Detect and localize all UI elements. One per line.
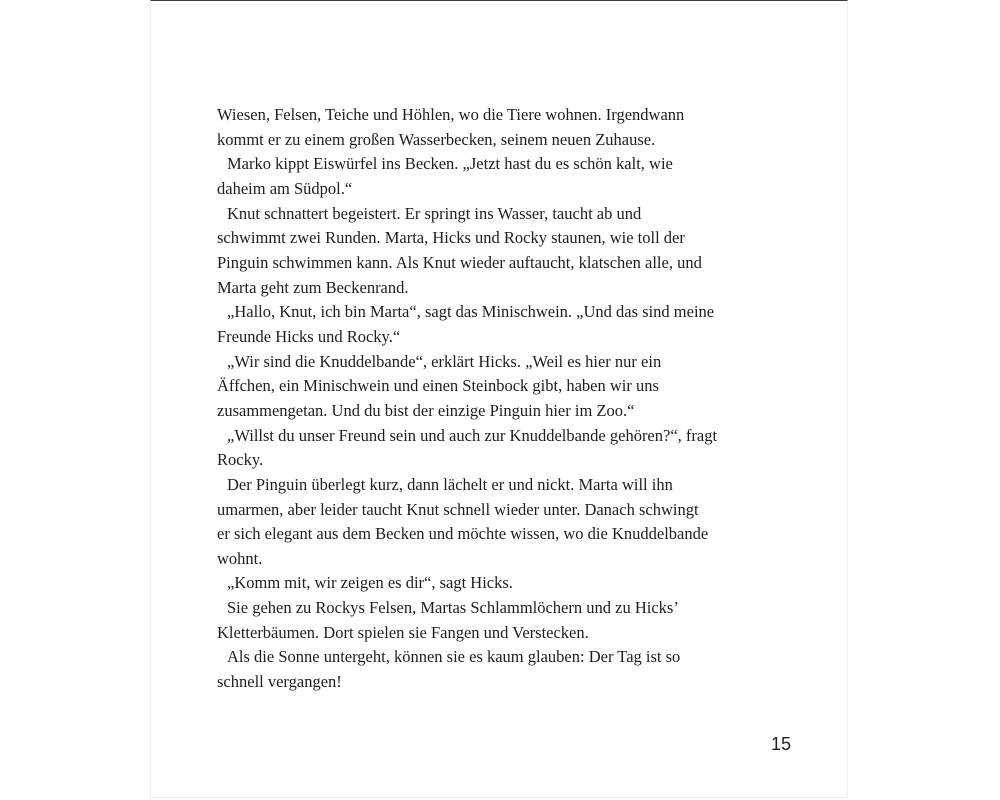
paragraph <box>217 350 757 424</box>
paragraph <box>217 202 757 301</box>
text-line: umarmen, aber leider taucht Knut schnell wieder unter. Danach schwingt <box>217 499 699 519</box>
text-line: Marko kippt Eiswürfel ins Becken. „Jetzt hast du es schön kalt, wie <box>227 154 673 174</box>
page-number: 15 <box>771 734 792 754</box>
paragraph <box>217 473 757 572</box>
text-line: Rocky. <box>217 450 264 470</box>
text-line: Äffchen, ein Minischwein und einen Steinbock gibt, haben wir uns <box>217 376 659 396</box>
text-line: er sich elegant aus dem Becken und möchte wissen, wo die Knuddelbande <box>217 524 709 544</box>
text-line: „Hallo, Knut, ich bin Marta“, sagt das Minischwein. „Und das sind meine <box>227 302 715 322</box>
text-line: wohnt. <box>217 548 263 568</box>
text-line: schwimmt zwei Runden. Marta, Hicks und Rocky staunen, wie toll der <box>217 228 685 248</box>
text-line: Wiesen, Felsen, Teiche und Höhlen, wo die Tiere wohnen. Irgendwann <box>217 105 685 124</box>
text-line: „Willst du unser Freund sein und auch zur Knuddelbande gehören?“, fragt <box>227 425 718 445</box>
text-line: zusammengetan. Und du bist der einzige Pinguin hier im Zoo.“ <box>217 400 635 420</box>
text-line: Freunde Hicks und Rocky.“ <box>217 326 401 346</box>
paragraph <box>217 596 757 645</box>
paragraph <box>217 152 757 201</box>
text-line: Sie gehen zu Rockys Felsen, Martas Schlammlöchern und zu Hicks’ <box>227 598 679 618</box>
book-page <box>150 0 848 798</box>
paragraph <box>217 571 757 596</box>
text-line: Als die Sonne untergeht, können sie es kaum glauben: Der Tag ist so <box>227 647 681 667</box>
paragraph <box>217 645 757 694</box>
text-line: „Wir sind die Knuddelbande“, erklärt Hicks. „Weil es hier nur ein <box>227 351 662 371</box>
text-line: Kletterbäumen. Dort spielen sie Fangen und Verstecken. <box>217 622 589 642</box>
text-line: Knut schnattert begeistert. Er springt ins Wasser, taucht ab und <box>227 203 642 223</box>
text-line: schnell vergangen! <box>217 672 342 692</box>
text-line: Marta geht zum Beckenrand. <box>217 277 409 297</box>
text-line: Der Pinguin überlegt kurz, dann lächelt er und nickt. Marta will ihn <box>227 474 673 494</box>
text-line: kommt er zu einem großen Wasserbecken, seinem neuen Zuhause. <box>217 129 656 149</box>
paragraph <box>217 103 757 152</box>
text-line: Pinguin schwimmen kann. Als Knut wieder auftaucht, klatschen alle, und <box>217 252 702 272</box>
text-line: „Komm mit, wir zeigen es dir“, sagt Hicks. <box>227 573 513 593</box>
text-line: daheim am Südpol.“ <box>217 178 353 198</box>
paragraph <box>217 424 757 473</box>
body-text <box>217 103 757 695</box>
paragraph <box>217 300 757 349</box>
